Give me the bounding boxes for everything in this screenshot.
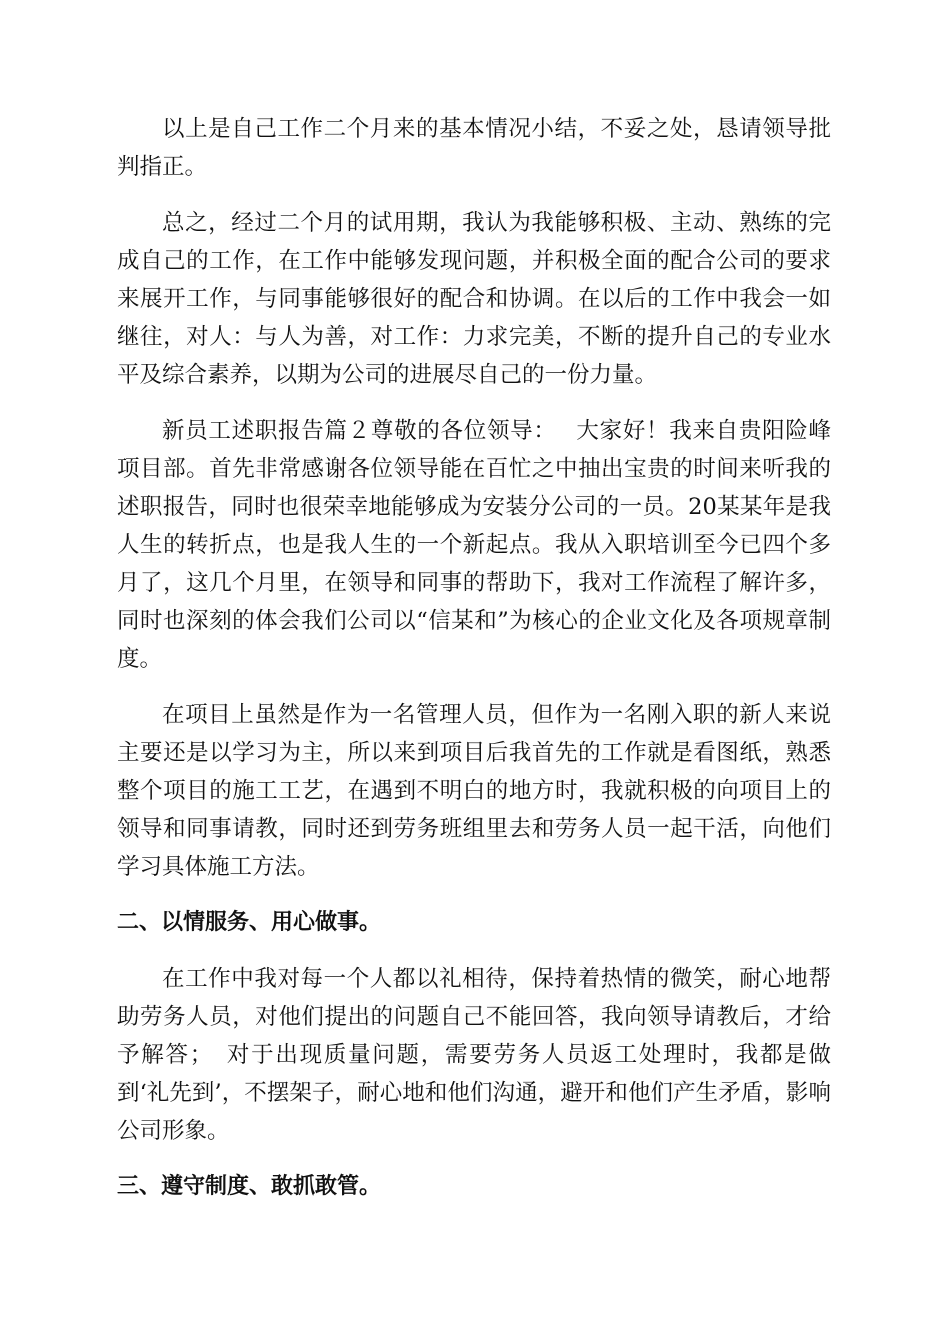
section-heading-service: 二、以情服务、用心做事。 bbox=[117, 910, 382, 935]
document-body bbox=[117, 110, 831, 1224]
paragraph-conclusion: 总之，经过二个月的试用期，我认为我能够积极、主动、熟练的完成自己的工作，在工作中能够发现问题，并积极全面的配合公司的要求来展开工作，与同事能够很好的配合和协调。在以后的工作中我会一如继往，对人：与人为善，对工作：力求完美，不断的提升自己的专业水平及综合素养，以期为公司的进展尽自己的一份力量。 bbox=[117, 210, 831, 388]
paragraph-summary: 以上是自己工作二个月来的基本情况小结，不妥之处，恳请领导批判指正。 bbox=[117, 116, 831, 180]
paragraph-project-learning: 在项目上虽然是作为一名管理人员，但作为一名刚入职的新人来说主要还是以学习为主，所以来到项目后我首先的工作就是看图纸，熟悉整个项目的施工工艺，在遇到不明白的地方时，我就积极的向项目上的领导和同事请教，同时还到劳务班组里去和劳务人员一起干活，向他们学习具体施工方法。 bbox=[117, 702, 831, 880]
paragraph-service: 在工作中我对每一个人都以礼相待，保持着热情的微笑，耐心地帮助劳务人员，对他们提出的问题自己不能回答，我向领导请教后，才给予解答； 对于出现质量问题，需要劳务人员返工处理时，我都是做到‘礼先到’，不摆架子，耐心地和他们沟通，避开和他们产生矛盾，影响公司形象。 bbox=[117, 966, 831, 1144]
section-heading-rules: 三、遵守制度、敢抓敢管。 bbox=[117, 1174, 382, 1199]
paragraph-report-intro: 新员工述职报告篇２尊敬的各位领导： 大家好！我来自贵阳险峰项目部。首先非常感谢各位领导能在百忙之中抽出宝贵的时间来听我的述职报告，同时也很荣幸地能够成为安装分公司的一员。20某某年是我人生的转折点，也是我人生的一个新起点。我从入职培训至今已四个多月了，这几个月里，在领导和同事的帮助下，我对工作流程了解许多，同时也深刻的体会我们公司以“信某和”为核心的企业文化及各项规章制度。 bbox=[117, 418, 831, 672]
